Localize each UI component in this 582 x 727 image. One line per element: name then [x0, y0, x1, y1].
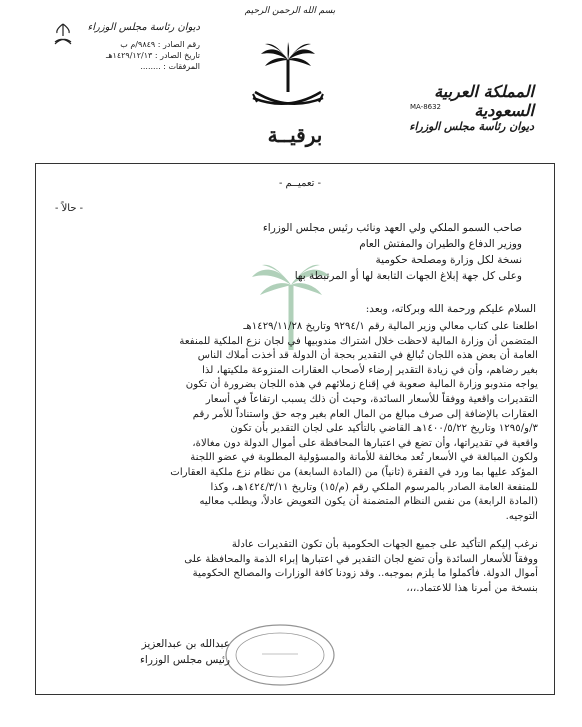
header-right-block	[374, 82, 534, 120]
paragraph-1-line: ولكون المبالغة في الأسعار تُعد مخالفة للأمانة والمسؤولية المطلوبة في عضو اللجنة	[190, 452, 538, 464]
signature-title: رئيس مجلس الوزراء	[139, 654, 230, 666]
paragraph-1-line: يواجه مندوبو وزارة المالية صعوبة في إقناع زملائهم في هذه اللجان بضرورة أن تكون	[185, 379, 538, 391]
bismillah: بسم الله الرحمن الرحيم	[244, 6, 336, 16]
paragraph-1-line: ٣/و/١٢٩٥ وتاريخ ١٤٠٠/٥/٢٢هـ القاضي بالتأكيد على لجان التقدير بأن تكون	[230, 423, 538, 435]
paragraph-2	[48, 538, 538, 596]
paragraph-1-line: اطلعنا على كتاب معالي وزير المالية رقم ٩٢٩٤/١ وتاريخ ١٤٢٩/١١/٢٨هـ	[243, 321, 538, 332]
kingdom-name: المملكة العربية السعودية	[434, 82, 534, 120]
paragraph-1-line: المتضمن أن وزارة المالية لاحظت خلال اشتراك مندوبيها في لجان نزع الملكية للمنفعة	[179, 335, 538, 347]
paragraph-1-line: بغير رضاهم، وأن في زيادة التقدير إرضاء لأصحاب العقارات المنزوعة ملكيتها، لذا	[202, 364, 538, 376]
paragraph-2-line: بنسخة من أمرنا هذا للاعتماد.،،،	[406, 582, 538, 594]
ref-label: رقم الصادر	[162, 40, 200, 49]
document-code: MA-8632	[410, 103, 442, 111]
paragraph-1-line: التوجيه.	[505, 510, 538, 522]
date-value: ١٤٢٩/١٢/١٣هـ	[105, 51, 153, 60]
urgent-label: - حالاً -	[55, 203, 84, 214]
small-emblem-icon	[52, 22, 74, 48]
addressee-line-3: نسخة لكل وزارة ومصلحة حكومية	[375, 254, 522, 266]
paragraph-2-line: نرغب إليكم التأكيد على جميع الجهات الحكومية بأن تكون التقديرات عادلة	[231, 539, 538, 550]
addressee-line-1: صاحب السمو الملكي ولي العهد ونائب رئيس مجلس الوزراء	[262, 222, 522, 234]
header-left-block	[80, 22, 200, 72]
date-row: تاريخ الصادر : ١٤٢٩/١٢/١٣هـ	[105, 51, 200, 60]
ref-value: ٩٨٤٩/م ب	[120, 40, 156, 49]
paragraph-1-line: (المادة الرابعة) من نفس النظام المتضمنة أن يكون التعويض عادلاً، ويطلب معاليه	[199, 496, 538, 508]
paragraph-2-line: ووفقاً للأسعار السائدة وأن تضع لجان التقدير في اعتبارها إبراء الذمة والمحافظة على	[184, 553, 538, 565]
signature-name: عبدالله بن عبدالعزيز	[141, 638, 230, 650]
paragraph-1-line: واقعية في تقديراتها، وأن تضع في اعتبارها المحافظة على أموال الدولة دون مغالاة،	[192, 437, 538, 449]
paragraph-1-line: العامة أن بعض هذه اللجان تُبالغ في التقدير بحجة أن الدولة قد أخذت أملاك الناس	[197, 350, 538, 362]
council-stamp	[220, 620, 340, 690]
paragraph-1	[48, 320, 538, 524]
department-name-right: ديوان رئاسة مجلس الوزراء	[409, 120, 534, 133]
circular-label: - تعميــم -	[278, 178, 322, 189]
ref-row: رقم الصادر : ٩٨٤٩/م ب	[120, 40, 200, 49]
addressee-line-2: ووزير الدفاع والطيران والمفتش العام	[359, 238, 522, 250]
date-label: تاريخ الصادر	[160, 51, 200, 60]
greeting: السلام عليكم ورحمة الله وبركاته، وبعد:	[365, 303, 536, 315]
paragraph-1-line: العقارات بالإضافة إلى صرف مبالغ من المال العام بغير وجه حق واستناداً للأمر رقم	[192, 408, 538, 420]
palm-swords-emblem-icon	[243, 40, 333, 118]
signature-block	[80, 636, 230, 668]
paragraph-2-line: أموال الدولة. فأكملوا ما يلزم بموجبه.. وقد زودنا كافة الوزارات والمصالح الحكومية	[192, 568, 538, 580]
attachments-label: المرفقات	[168, 62, 200, 71]
telegram-title: برقيــة	[267, 123, 323, 147]
paragraph-1-line: التقديرات واقعية ووفقاً للأسعار السائدة، وحيث أن ذلك يسبب ارتفاعاً في أسعار	[205, 393, 538, 405]
attachments-row: المرفقات : ........	[140, 62, 200, 71]
department-name-left: ديوان رئاسة مجلس الوزراء	[87, 22, 200, 33]
paragraph-1-line: المؤكد عليها بما ورد في الفقرة (ثانياً) من (المادة السابعة) من نظام نزع ملكية العقارات	[170, 466, 538, 478]
addressee-line-4: وعلى كل جهة إبلاغ الجهات التابعة لها أو المرتبطة بها	[294, 270, 522, 282]
paragraph-1-line: للمنفعة العامة الصادر بالمرسوم الملكي رقم (م/١٥) وتاريخ ١٤٢٤/٣/١١هـ، وكذا	[210, 481, 538, 493]
